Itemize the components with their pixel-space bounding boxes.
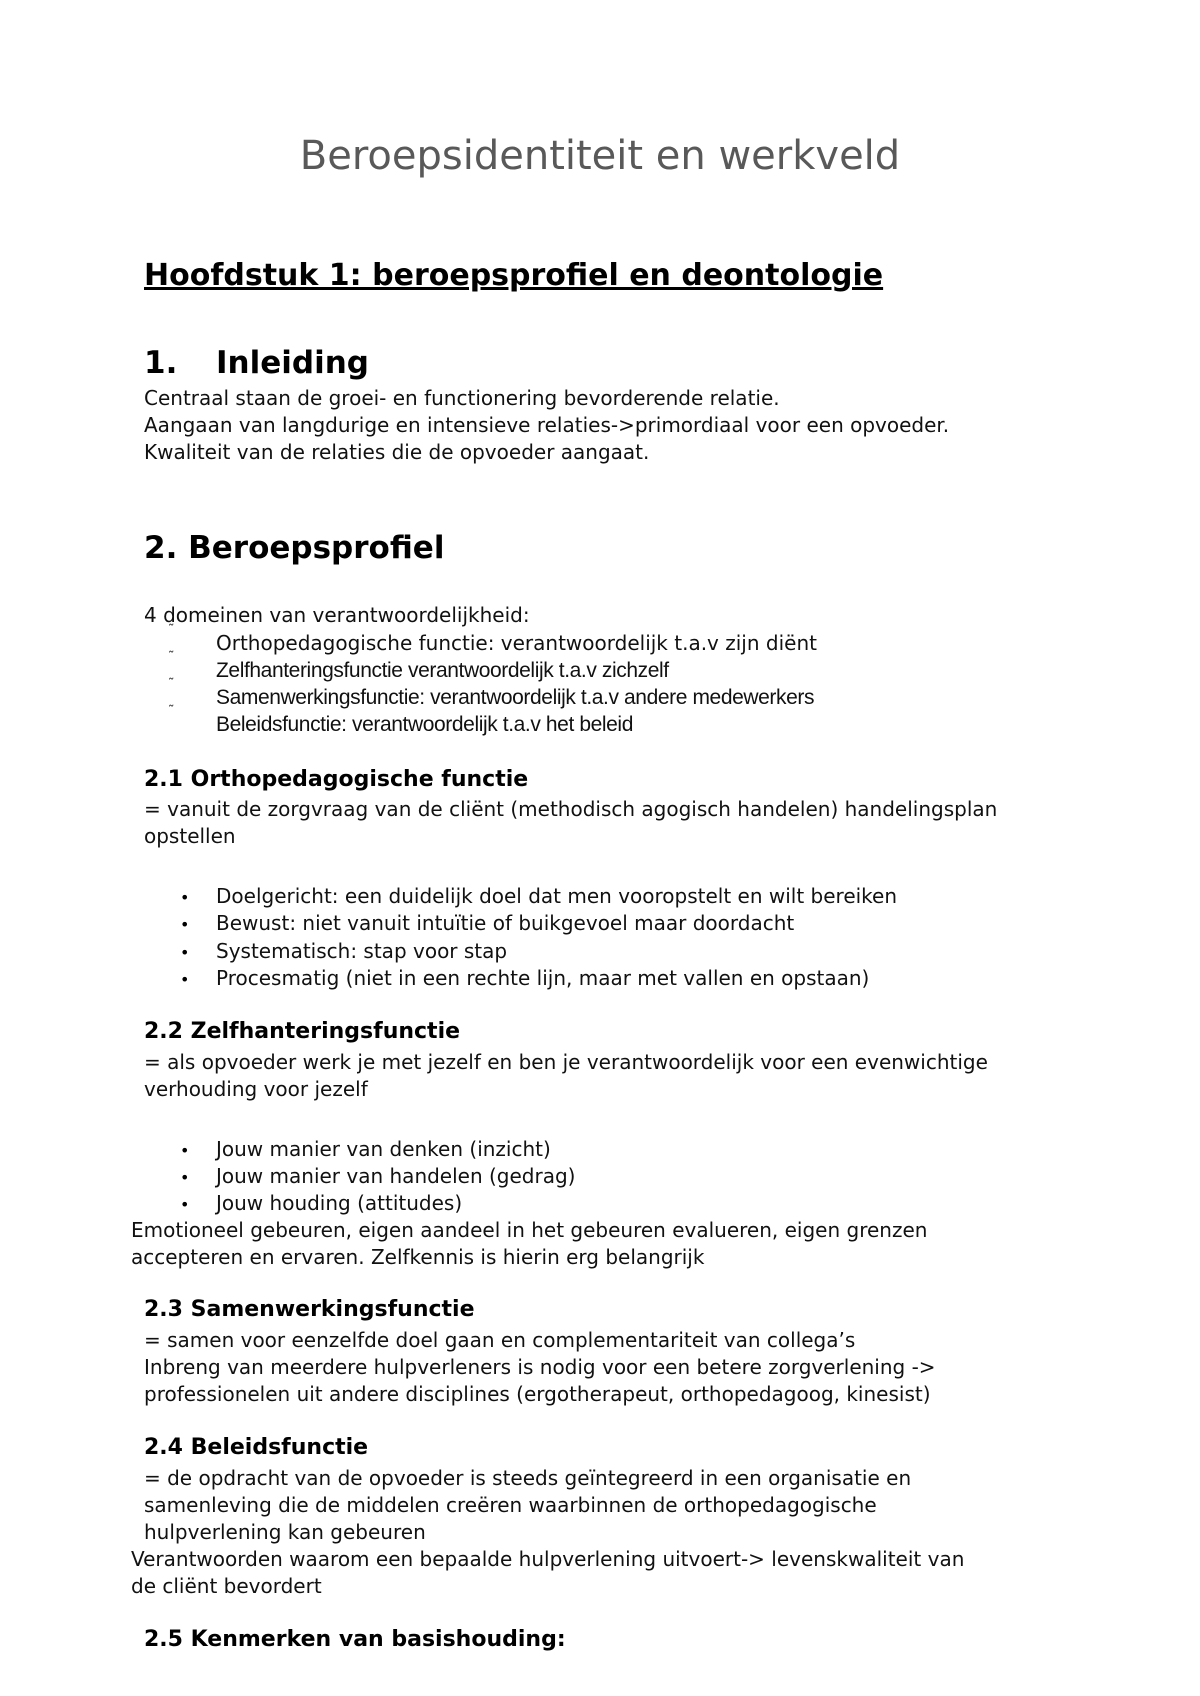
bullet-dot-icon: • xyxy=(180,915,190,934)
section-1-line: Kwaliteit van de relaties die de opvoeder aangaat. xyxy=(144,440,650,464)
list-item: Systematisch: stap voor stap xyxy=(216,939,508,963)
subsection-2-4-line: = de opdracht van de opvoeder is steeds geïntegreerd in een organisatie en xyxy=(144,1466,912,1490)
bullet-dot-icon: • xyxy=(180,970,190,989)
bullet-dot-icon: • xyxy=(180,888,190,907)
subsection-2-3-line: professionelen uit andere disciplines (ergotherapeut, orthopedagoog, kinesist) xyxy=(144,1382,931,1406)
subsection-2-1-heading: 2.1 Orthopedagogische functie xyxy=(144,767,529,792)
section-1-heading: Inleiding xyxy=(216,345,369,381)
tilde-bullet-icon: ˜ xyxy=(168,650,175,665)
tilde-bullet-icon: ˜ xyxy=(168,623,175,638)
section-1-line: Aangaan van langdurige en intensieve relaties->primordiaal voor een opvoeder. xyxy=(144,413,950,437)
subsection-2-1-line: opstellen xyxy=(144,824,236,848)
bullet-dot-icon: • xyxy=(180,1168,190,1187)
list-item: Procesmatig (niet in een rechte lijn, maar met vallen en opstaan) xyxy=(216,966,870,990)
subsection-2-4-heading: 2.4 Beleidsfunctie xyxy=(144,1435,369,1460)
subsection-2-5-heading: 2.5 Kenmerken van basishouding: xyxy=(144,1627,566,1652)
domain-item: Samenwerkingsfunctie: verantwoordelijk t.a.v andere medewerkers xyxy=(216,686,815,709)
bullet-dot-icon: • xyxy=(180,943,190,962)
subsection-2-2-line: = als opvoeder werk je met jezelf en ben je verantwoordelijk voor een evenwichtige xyxy=(144,1050,988,1074)
tilde-bullet-icon: ˜ xyxy=(168,677,175,692)
domain-item: Zelfhanteringsfunctie verantwoordelijk t.a.v zichzelf xyxy=(216,659,669,682)
subsection-2-1-line: = vanuit de zorgvraag van de cliënt (methodisch agogisch handelen) handelingsplan xyxy=(144,797,998,821)
domains-intro: 4 domeinen van verantwoordelijkheid: xyxy=(144,603,530,627)
subsection-2-3-heading: 2.3 Samenwerkingsfunctie xyxy=(144,1297,475,1322)
domain-item: Beleidsfunctie: verantwoordelijk t.a.v het beleid xyxy=(216,713,633,736)
bullet-dot-icon: • xyxy=(180,1195,190,1214)
subsection-2-2-heading: 2.2 Zelfhanteringsfunctie xyxy=(144,1019,461,1044)
subsection-2-2-line: verhouding voor jezelf xyxy=(144,1077,368,1101)
paragraph-line: de cliënt bevordert xyxy=(131,1574,322,1598)
domain-item: Orthopedagogische functie: verantwoordelijk t.a.v zijn diënt xyxy=(216,631,817,655)
subsection-2-4-line: samenleving die de middelen creëren waarbinnen de orthopedagogische xyxy=(144,1493,877,1517)
document-title: Beroepsidentiteit en werkveld xyxy=(299,133,901,179)
bullet-dot-icon: • xyxy=(180,1141,190,1160)
list-item: Doelgericht: een duidelijk doel dat men vooropstelt en wilt bereiken xyxy=(216,884,898,908)
chapter-heading: Hoofdstuk 1: beroepsprofiel en deontologie xyxy=(144,258,884,293)
subsection-2-4-line: hulpverlening kan gebeuren xyxy=(144,1520,426,1544)
list-item: Bewust: niet vanuit intuïtie of buikgevoel maar doordacht xyxy=(216,911,795,935)
paragraph-line: Emotioneel gebeuren, eigen aandeel in het gebeuren evalueren, eigen grenzen xyxy=(131,1218,928,1242)
list-item: Jouw manier van handelen (gedrag) xyxy=(216,1164,576,1188)
section-2-heading: 2. Beroepsprofiel xyxy=(144,530,445,566)
tilde-bullet-icon: ˜ xyxy=(168,704,175,719)
section-1-line: Centraal staan de groei- en functionering bevorderende relatie. xyxy=(144,386,780,410)
list-item: Jouw manier van denken (inzicht) xyxy=(216,1137,551,1161)
list-item: Jouw houding (attitudes) xyxy=(216,1191,463,1215)
paragraph-line: Verantwoorden waarom een bepaalde hulpverlening uitvoert-> levenskwaliteit van xyxy=(131,1547,965,1571)
paragraph-line: accepteren en ervaren. Zelfkennis is hierin erg belangrijk xyxy=(131,1245,705,1269)
section-1-number: 1. xyxy=(144,345,178,381)
subsection-2-3-line: Inbreng van meerdere hulpverleners is nodig voor een betere zorgverlening -> xyxy=(144,1355,936,1379)
subsection-2-3-line: = samen voor eenzelfde doel gaan en complementariteit van collega’s xyxy=(144,1328,856,1352)
